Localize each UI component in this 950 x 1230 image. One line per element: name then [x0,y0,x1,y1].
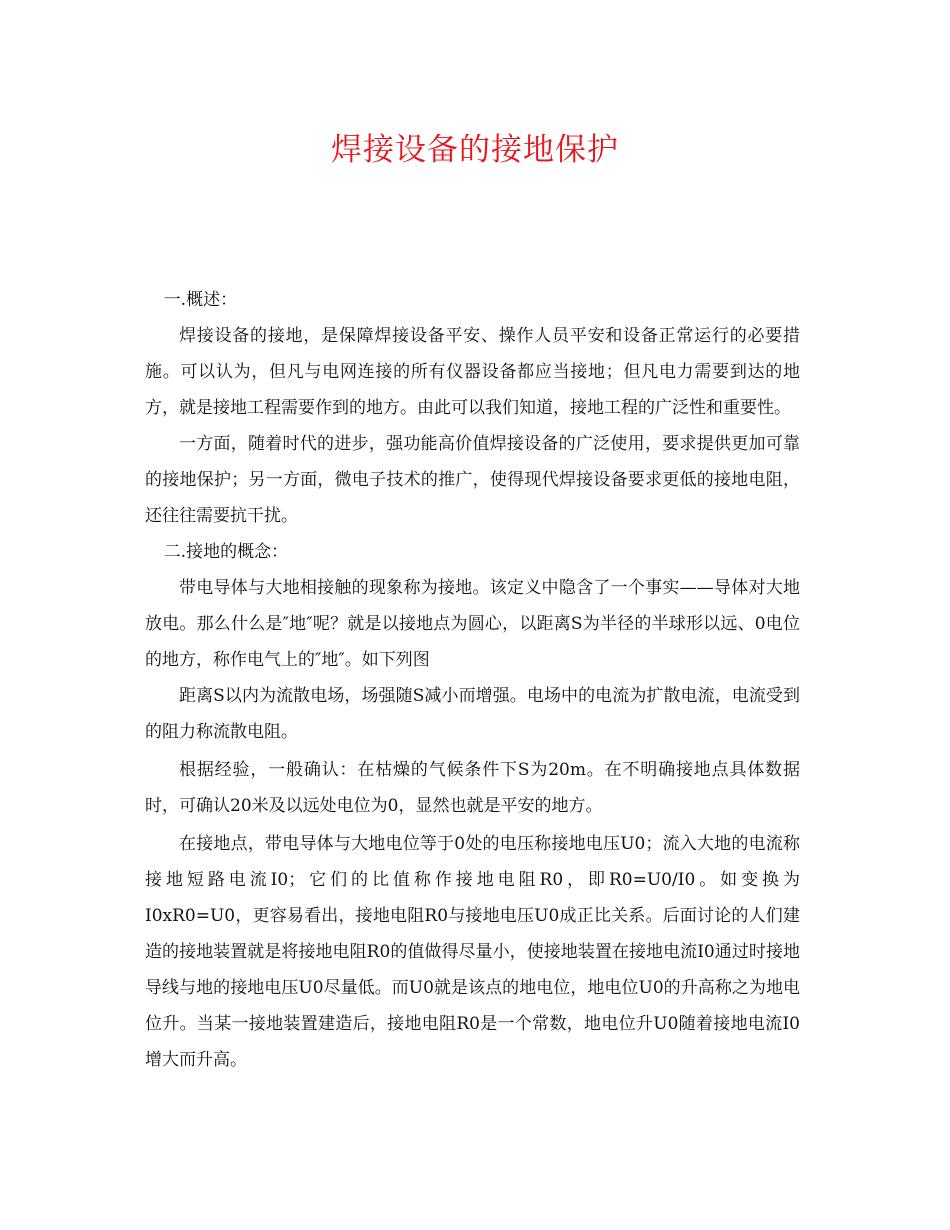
paragraph-overview-1: 焊接设备的接地，是保障焊接设备平安、操作人员平安和设备正常运行的必要措施。可以认为，但凡与电网连接的所有仪器设备都应当接地；但凡电力需要到达的地方，就是接地工程需要作到的地方。由此可以我们知道，接地工程的广泛性和重要性。 [145,326,800,418]
paragraph-concept-3: 根据经验，一般确认：在枯燥的气候条件下S为20m。在不明确接地点具体数据时，可确认20米及以远处电位为0，显然也就是平安的地方。 [145,760,800,816]
section-heading-overview: 一.概述： [163,290,238,310]
section-heading-concept: 二.接地的概念： [163,542,289,562]
document-title: 焊接设备的接地保护 [331,132,619,168]
paragraph-overview-2: 一方面，随着时代的进步，强功能高价值焊接设备的广泛使用，要求提供更加可靠的接地保护；另一方面，微电子技术的推广，使得现代焊接设备要求更低的接地电阻，还往往需要抗干扰。 [145,434,800,526]
document-body [145,282,800,1078]
paragraph-concept-4: 在接地点，带电导体与大地电位等于0处的电压称接地电压U0；流入大地的电流称接地短路电流I0；它们的比值称作接地电阻R0，即R0=U0/I0。如变换为I0xR0=U0，更容易看出，接地电阻R0与接地电压U0成正比关系。后面讨论的人们建造的接地装置就是将接地电阻R0的值做得尽量小，使接地装置在接地电流I0通过时接地导线与地的接地电压U0尽量低。而U0就是该点的地电位，地电位U0的升高称之为地电位升。当某一接地装置建造后，接地电阻R0是一个常数，地电位升U0随着接地电流I0增大而升高。 [145,834,800,1070]
paragraph-concept-1: 带电导体与大地相接触的现象称为接地。该定义中隐含了一个事实——导体对大地放电。那么什么是″地″呢？就是以接地点为圆心，以距离S为半径的半球形以远、0电位的地方，称作电气上的″地″。如下列图 [145,578,800,670]
paragraph-concept-2: 距离S以内为流散电场，场强随S减小而增强。电场中的电流为扩散电流，电流受到的阻力称流散电阻。 [145,686,800,742]
